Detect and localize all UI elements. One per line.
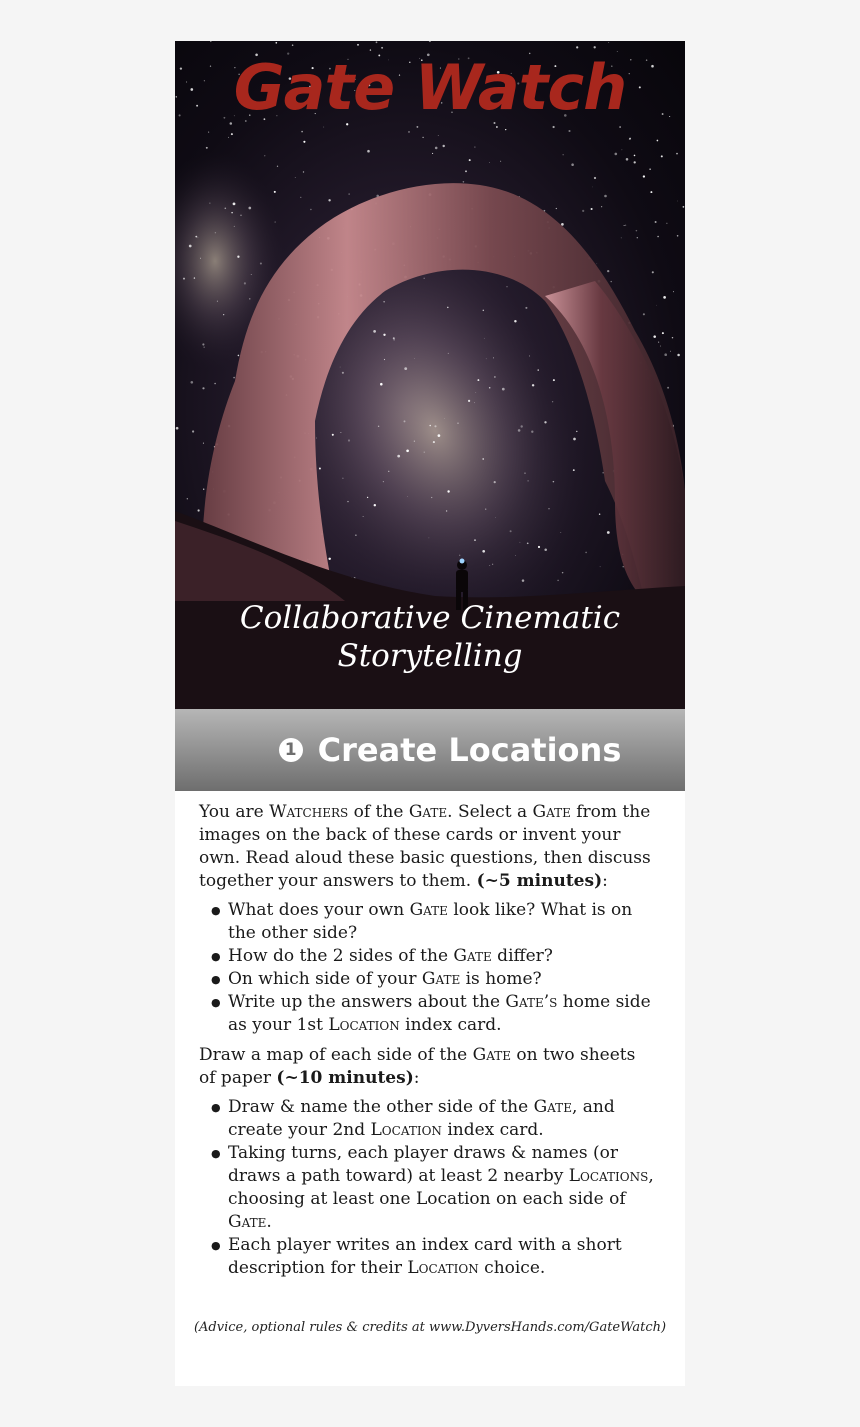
map-steps-list [199,1096,655,1280]
subtitle-line-2: Storytelling [337,638,523,674]
instructions-body [199,801,655,1287]
game-title: Gate Watch [233,51,627,124]
list-item: ● Write up the answers about the Gate’s home side as your 1st Location index card. [199,991,655,1037]
list-item: ● How do the 2 sides of the Gate differ? [199,945,655,968]
list-item: ● What does your own Gate look like? What is on the other side? [199,899,655,945]
map-paragraph: Draw a map of each side of the Gate on two sheets of paper (~10 minutes): [199,1045,636,1088]
list-item: ● Taking turns, each player draws & names (or draws a path toward) at least 2 nearby Locations, choosing at least one Location on each side of Gate. [199,1142,655,1234]
step-number-badge: 1 [279,738,303,762]
intro-paragraph: You are Watchers of the Gate. Select a Gate from the images on the back of these cards or invent your own. Read aloud these basic questions, then discuss together your answers to them. (~5 minutes): [199,802,651,891]
game-subtitle [175,599,685,675]
hero-image [175,41,685,709]
list-item: ● Draw & name the other side of the Gate, and create your 2nd Location index card. [199,1096,655,1142]
list-item: ● Each player writes an index card with a short description for their Location choice. [199,1234,655,1280]
section-title: Create Locations [317,731,622,769]
subtitle-line-1: Collaborative Cinematic [239,600,621,636]
list-item: ● On which side of your Gate is home? [199,968,655,991]
game-card [175,41,685,1386]
footer-credits: (Advice, optional rules & credits at www.DyversHands.com/GateWatch) [193,1320,667,1335]
section-banner [175,709,685,791]
question-list [199,899,655,1037]
